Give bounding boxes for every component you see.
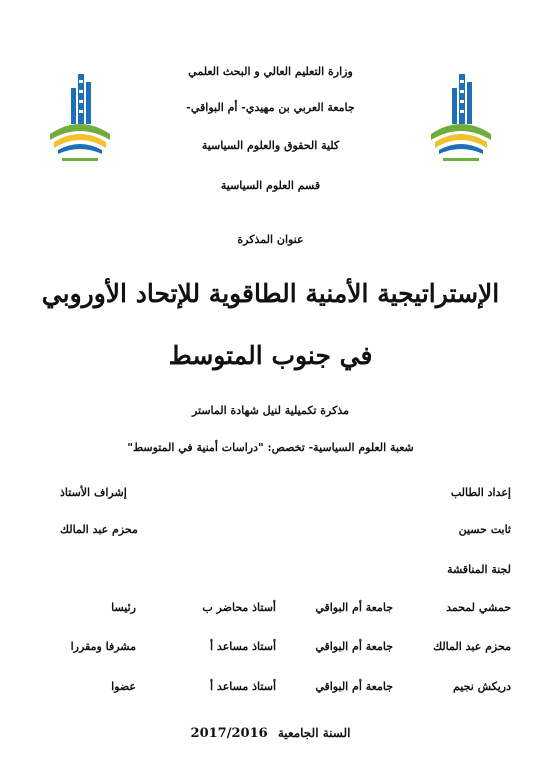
thesis-title-line-1: الإستراتيجية الأمنية الطاقوية للإتحاد الأوروبي xyxy=(41,279,500,308)
ministry-name: وزارة التعليم العالي و البحث العلمي xyxy=(188,65,353,78)
committee-member-name: محزم عبد المالك xyxy=(433,640,511,653)
academic-year xyxy=(0,726,541,741)
department-name: قسم العلوم السياسية xyxy=(220,179,321,192)
academic-year-label: السنة الجامعية xyxy=(277,726,351,740)
committee-row xyxy=(30,680,511,698)
university-name: جامعة العربي بن مهيدي- أم البواقي- xyxy=(186,101,355,114)
thesis-type: مذكرة تكميلية لنيل شهادة الماستر xyxy=(191,404,350,417)
committee-member-university: جامعة أم البواقي xyxy=(315,680,393,693)
committee-member-name: حمشي لمحمد xyxy=(446,601,511,614)
committee-member-role: رئيسا xyxy=(111,601,136,614)
student-name: ثابت حسين xyxy=(458,523,511,536)
academic-year-value: 2017/2016 xyxy=(190,726,268,741)
committee-label: لجنة المناقشة xyxy=(447,563,511,576)
student-label: إعداد الطالب xyxy=(450,486,511,499)
committee-member-role: مشرفا ومقررا xyxy=(70,640,136,653)
committee-row xyxy=(30,601,511,619)
committee-member-rank: أستاذ محاضر ب xyxy=(202,601,276,614)
specialization: شعبة العلوم السياسية- تخصص: "دراسات أمنية في المتوسط" xyxy=(127,441,414,454)
supervisor-name: محزم عبد المالك xyxy=(60,523,138,536)
committee-member-university: جامعة أم البواقي xyxy=(315,640,393,653)
committee-member-rank: أستاذ مساعد أ xyxy=(210,680,276,693)
faculty-name: كلية الحقوق والعلوم السياسية xyxy=(201,139,340,152)
committee-row xyxy=(30,640,511,658)
thesis-title-label: عنوان المذكرة xyxy=(237,233,304,246)
supervisor-label: إشراف الأستاذ xyxy=(60,486,127,499)
committee-member-rank: أستاذ مساعد أ xyxy=(210,640,276,653)
committee-member-role: عضوا xyxy=(111,680,136,693)
thesis-title-line-2: في جنوب المتوسط xyxy=(168,341,373,370)
committee-member-university: جامعة أم البواقي xyxy=(315,601,393,614)
committee-member-name: دريكش نجيم xyxy=(452,680,511,693)
